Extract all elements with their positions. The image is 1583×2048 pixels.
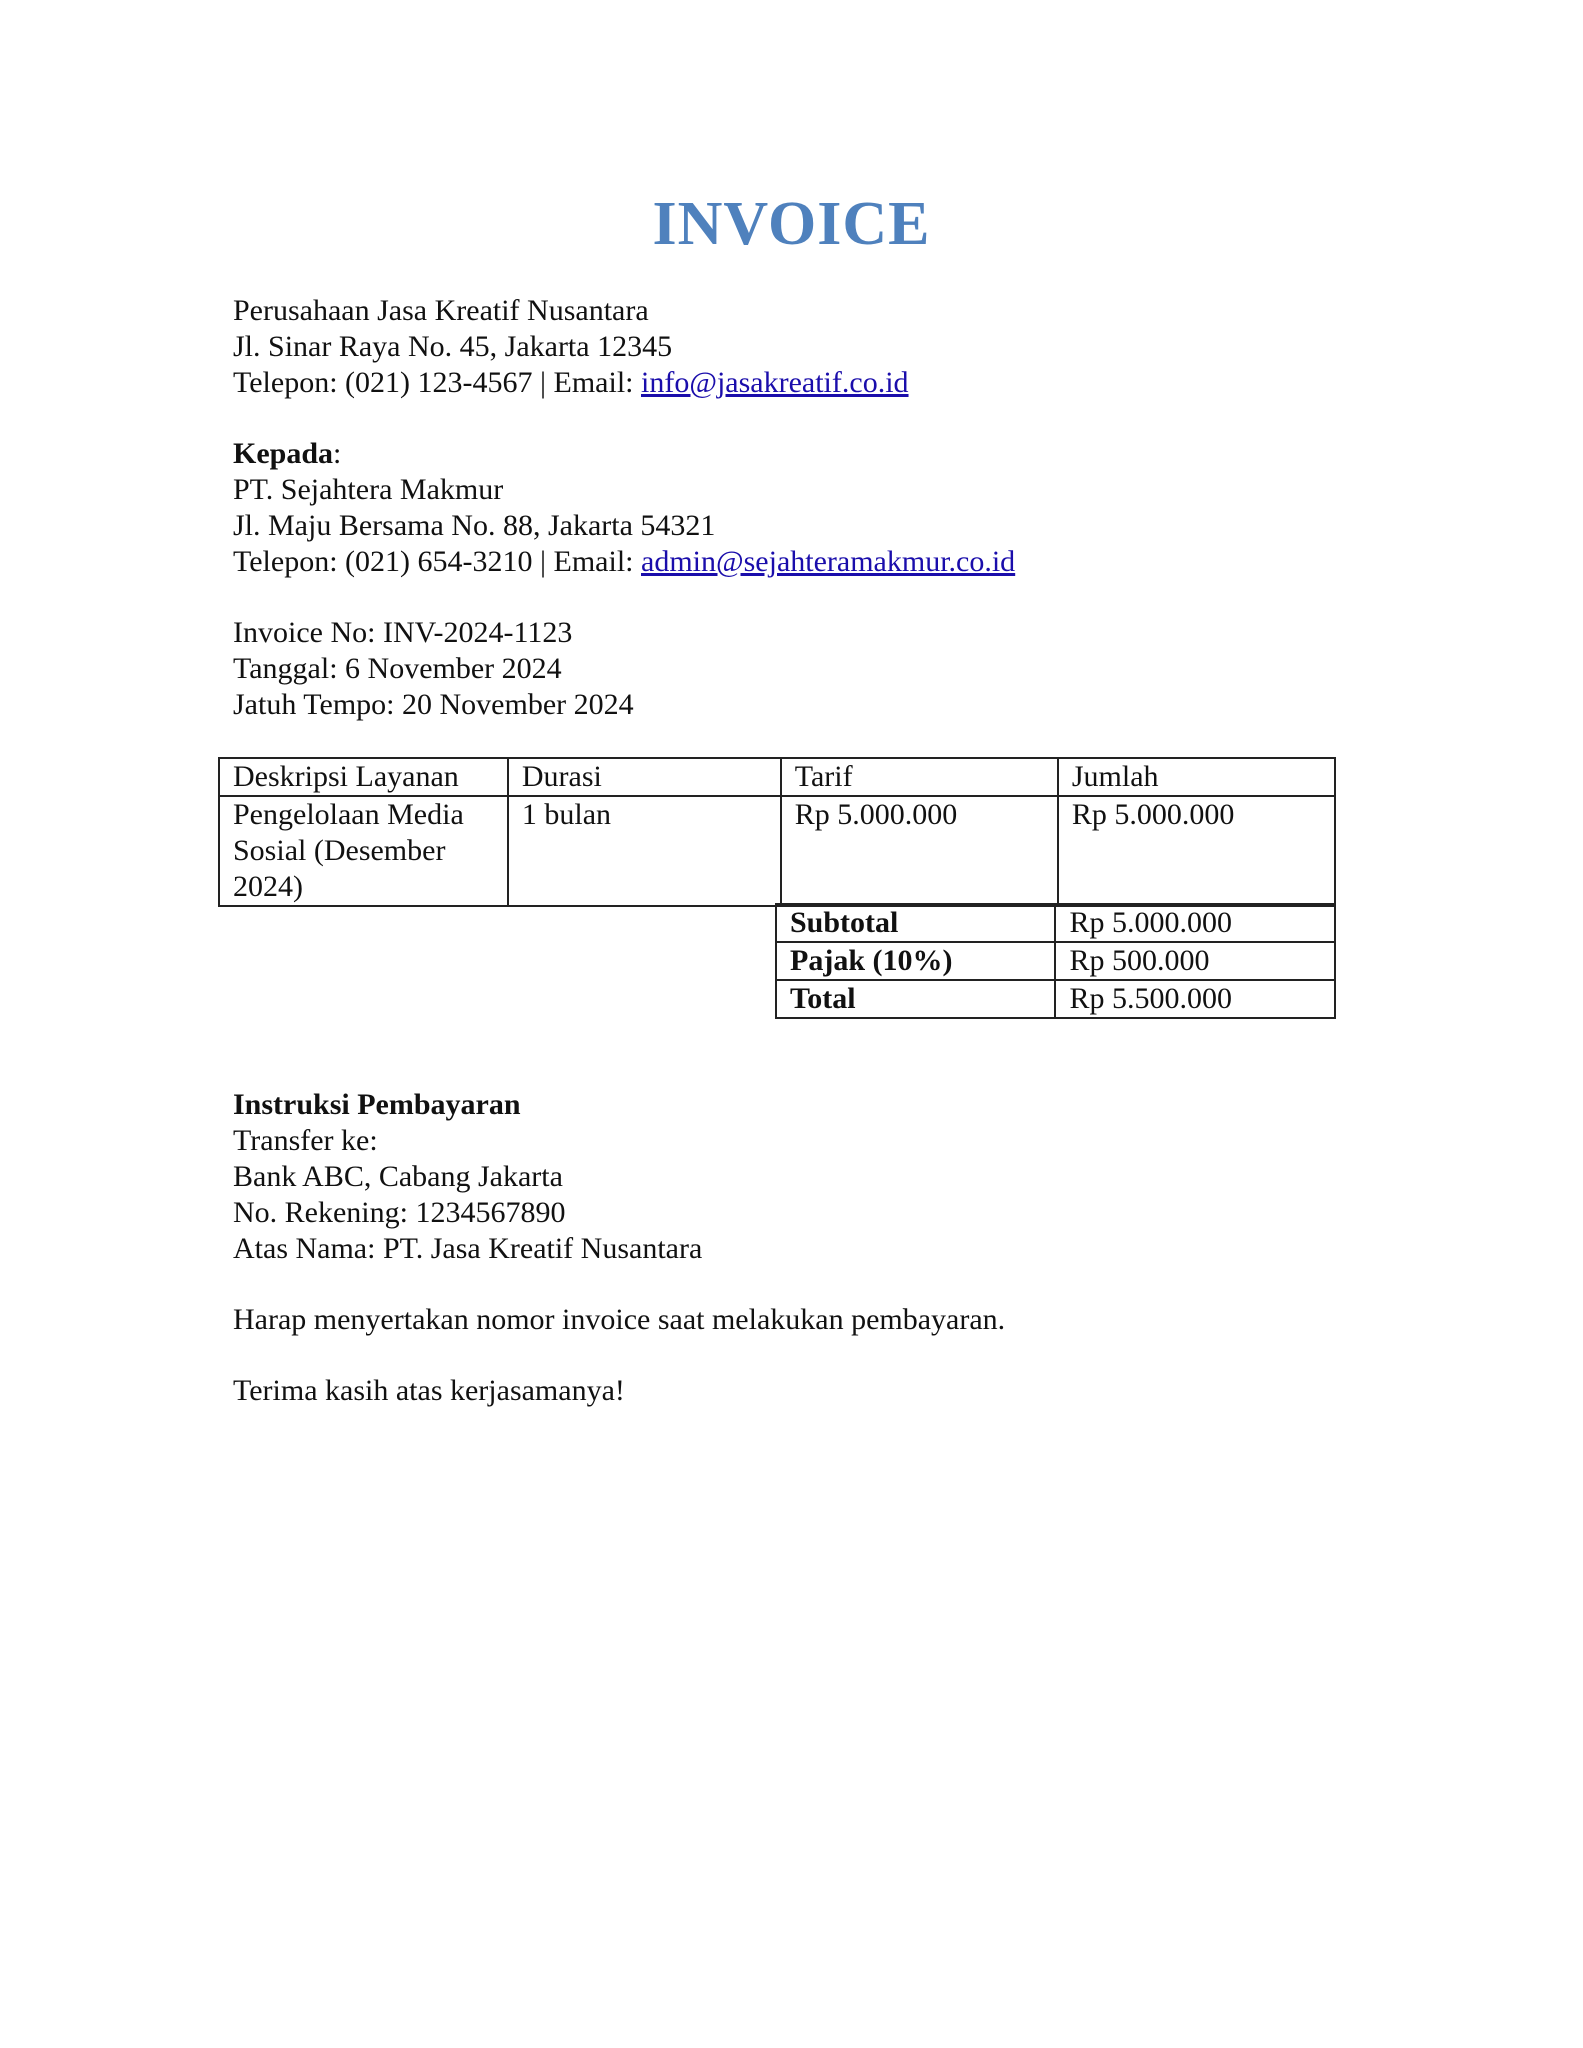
payment-holder: Atas Nama: PT. Jasa Kreatif Nusantara	[233, 1232, 703, 1265]
total-row	[776, 980, 1335, 1018]
item-description	[219, 796, 508, 906]
invoice-due-date: Jatuh Tempo: 20 November 2024	[233, 688, 634, 721]
sender-address: Jl. Sinar Raya No. 45, Jakarta 12345	[233, 330, 673, 363]
sender-name: Perusahaan Jasa Kreatif Nusantara	[233, 294, 649, 327]
payment-note-text: Harap menyertakan nomor invoice saat melakukan pembayaran.	[233, 1303, 1006, 1336]
table-header-row	[219, 758, 1335, 796]
item-description-line: 2024)	[233, 870, 303, 903]
invoice-meta	[233, 615, 634, 723]
item-duration: 1 bulan	[508, 796, 781, 906]
sender-contact-text: Telepon: (021) 123-4567 | Email:	[233, 366, 641, 399]
sender-block	[233, 293, 909, 401]
item-description-line: Pengelolaan Media	[233, 798, 464, 831]
recipient-email-link[interactable]: admin@sejahteramakmur.co.id	[641, 545, 1016, 578]
header-description: Deskripsi Layanan	[219, 758, 508, 796]
table-row	[219, 796, 1335, 906]
thank-you-text: Terima kasih atas kerjasamanya!	[233, 1374, 625, 1407]
recipient-contact	[233, 544, 1015, 580]
sender-contact	[233, 365, 909, 401]
payment-instructions	[233, 1087, 702, 1267]
payment-transfer: Transfer ke:	[233, 1124, 378, 1157]
sender-email-link[interactable]: info@jasakreatif.co.id	[641, 366, 909, 399]
payment-heading: Instruksi Pembayaran	[233, 1088, 521, 1121]
recipient-label: Kepada	[233, 437, 334, 470]
payment-note	[233, 1302, 1005, 1338]
tax-label: Pajak (10%)	[776, 942, 1055, 980]
header-rate: Tarif	[781, 758, 1058, 796]
payment-bank: Bank ABC, Cabang Jakarta	[233, 1160, 563, 1193]
subtotal-value: Rp 5.000.000	[1055, 904, 1335, 942]
total-label: Total	[776, 980, 1055, 1018]
recipient-name: PT. Sejahtera Makmur	[233, 473, 504, 506]
tax-value: Rp 500.000	[1055, 942, 1335, 980]
total-value: Rp 5.500.000	[1055, 980, 1335, 1018]
header-duration: Durasi	[508, 758, 781, 796]
item-amount: Rp 5.000.000	[1058, 796, 1335, 906]
payment-account: No. Rekening: 1234567890	[233, 1196, 566, 1229]
recipient-contact-text: Telepon: (021) 654-3210 | Email:	[233, 545, 641, 578]
invoice-title: INVOICE	[652, 190, 931, 258]
subtotal-label: Subtotal	[776, 904, 1055, 942]
thank-you	[233, 1373, 625, 1409]
totals-table	[775, 903, 1336, 1019]
item-rate: Rp 5.000.000	[781, 796, 1058, 906]
invoice-date: Tanggal: 6 November 2024	[233, 652, 562, 685]
header-amount: Jumlah	[1058, 758, 1335, 796]
recipient-label-colon: :	[333, 437, 342, 470]
invoice-number: Invoice No: INV-2024-1123	[233, 616, 573, 649]
item-description-line: Sosial (Desember	[233, 834, 446, 867]
subtotal-row	[776, 904, 1335, 942]
recipient-address: Jl. Maju Bersama No. 88, Jakarta 54321	[233, 509, 716, 542]
items-table	[218, 757, 1336, 907]
recipient-label-line	[233, 436, 1015, 472]
tax-row	[776, 942, 1335, 980]
recipient-block	[233, 436, 1015, 580]
